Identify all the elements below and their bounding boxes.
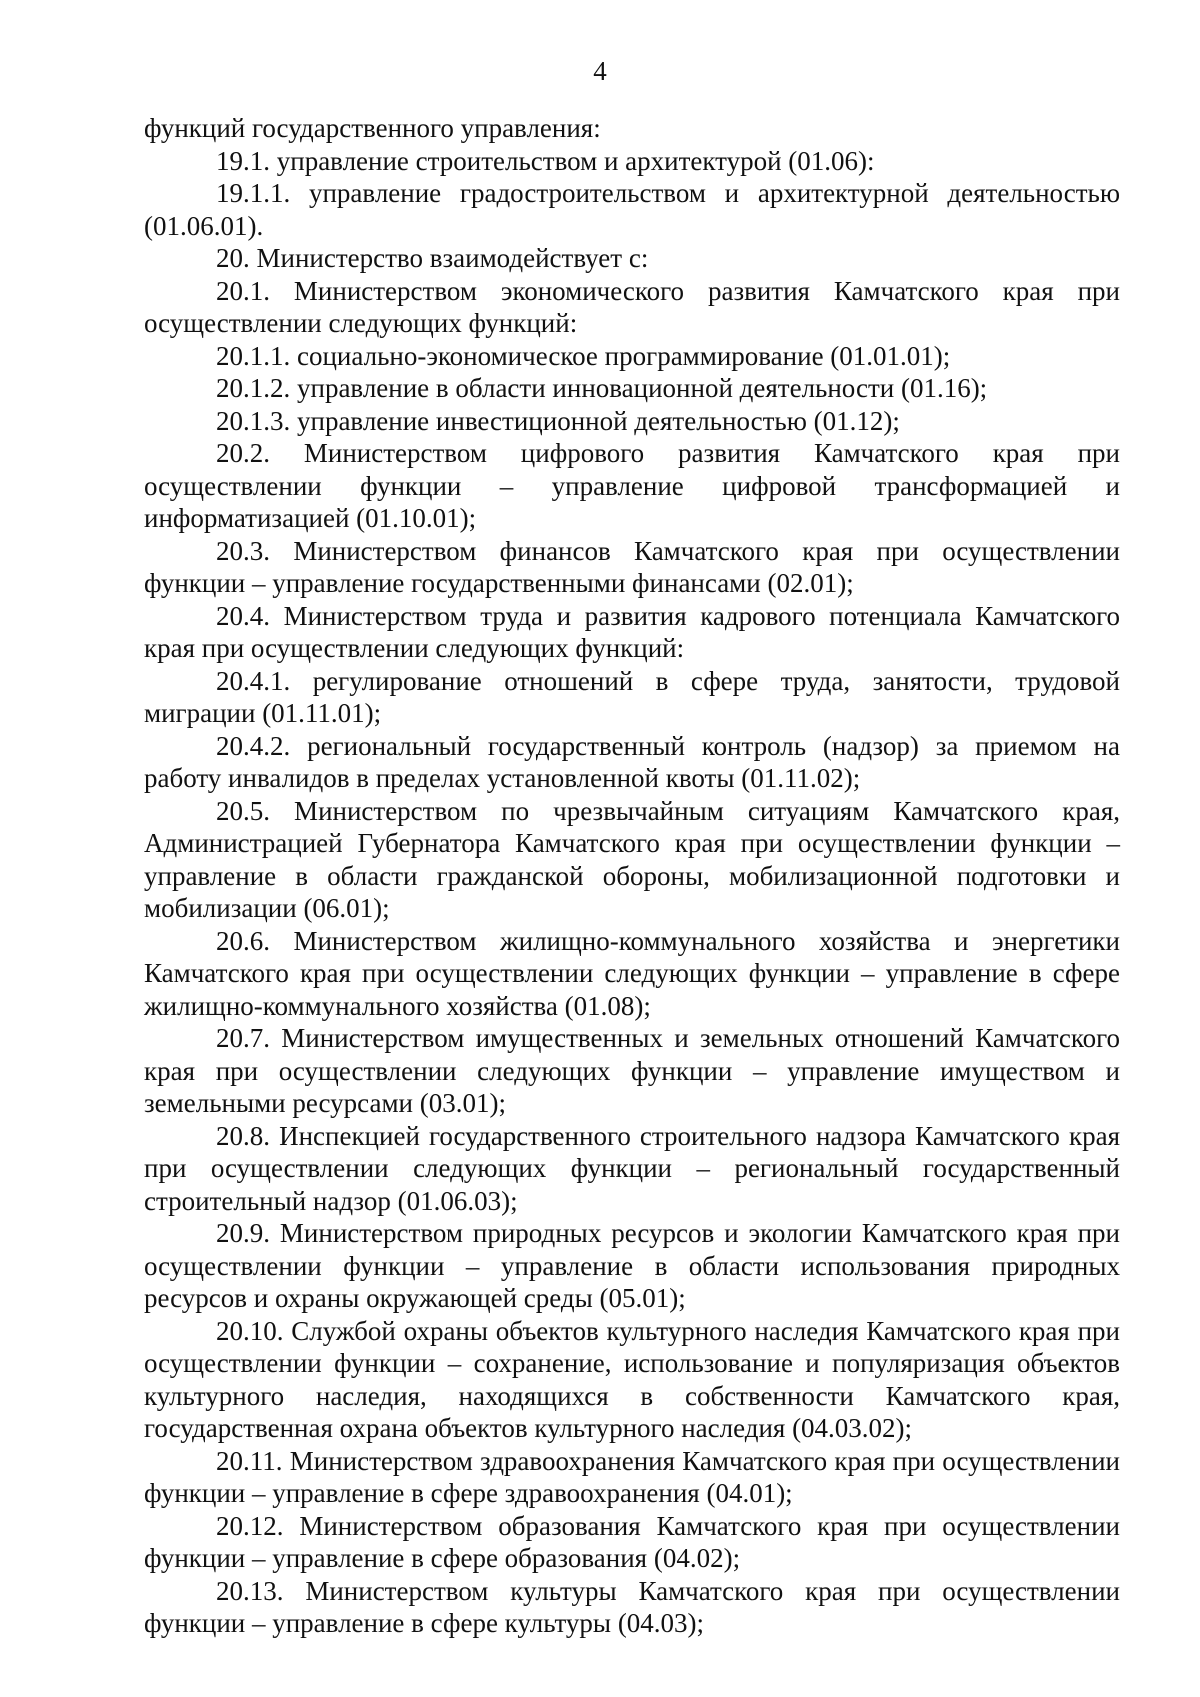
paragraph: 20.4.2. региональный государственный контроль (надзор) за приемом на работу инвалидов в пределах установленной квоты (01.11.02); xyxy=(144,730,1120,793)
paragraph: 20.1. Министерством экономического развития Камчатского края при осуществлении следующих функций: xyxy=(144,275,1120,338)
paragraph: 20.7. Министерством имущественных и земельных отношений Камчатского края при осуществлении следующих функции – управление имуществом и земельными ресурсами (03.01); xyxy=(144,1023,1120,1118)
paragraph: 20.11. Министерством здравоохранения Камчатского края при осуществлении функции – управление в сфере здравоохранения (04.01); xyxy=(144,1445,1120,1508)
paragraph: 20.4.1. регулирование отношений в сфере труда, занятости, трудовой миграции (01.11.01); xyxy=(144,665,1120,728)
paragraph: 20.2. Министерством цифрового развития Камчатского края при осуществлении функции – управление цифровой трансформацией и информатизацией (01.10.01); xyxy=(144,438,1120,533)
paragraph: функций государственного управления: xyxy=(144,113,601,143)
paragraph: 20.6. Министерством жилищно-коммунального хозяйства и энергетики Камчатского края при осуществлении следующих функции – управление в сфере жилищно-коммунального хозяйства (01.08); xyxy=(144,925,1120,1021)
paragraph: 20.12. Министерством образования Камчатского края при осуществлении функции – управление в сфере образования (04.02); xyxy=(144,1510,1120,1573)
paragraph: 20.1.2. управление в области инновационной деятельности (01.16); xyxy=(216,373,988,403)
paragraph: 20.9. Министерством природных ресурсов и экологии Камчатского края при осуществлении функции – управление в области использования природных ресурсов и охраны окружающей среды (05.01); xyxy=(144,1218,1120,1313)
paragraph: 20.10. Службой охраны объектов культурного наследия Камчатского края при осуществлении функции – сохранение, использование и популяризация объектов культурного наследия, находящихся в собственности Камчатского края, государственная охрана объектов культурного наследия (04.03.02); xyxy=(144,1315,1120,1443)
document-body xyxy=(144,112,1120,1640)
paragraph: 20.4. Министерством труда и развития кадрового потенциала Камчатского края при осуществлении следующих функций: xyxy=(144,600,1120,663)
paragraph: 19.1. управление строительством и архитектурой (01.06): xyxy=(216,145,875,176)
page-number: 4 xyxy=(593,56,607,86)
paragraph: 20.8. Инспекцией государственного строительного надзора Камчатского края при осуществлении следующих функции – региональный государственный строительный надзор (01.06.03); xyxy=(144,1120,1120,1216)
paragraph: 19.1.1. управление градостроительством и архитектурной деятельностью (01.06.01). xyxy=(144,178,1120,241)
paragraph: 20. Министерство взаимодействует с: xyxy=(216,243,649,273)
paragraph: 20.13. Министерством культуры Камчатского края при осуществлении функции – управление в сфере культуры (04.03); xyxy=(144,1575,1120,1638)
paragraph: 20.1.3. управление инвестиционной деятельностью (01.12); xyxy=(216,405,900,436)
paragraph: 20.5. Министерством по чрезвычайным ситуациям Камчатского края, Администрацией Губернатора Камчатского края при осуществлении функции – управление в области гражданской обороны, мобилизационной подготовки и мобилизации (06.01); xyxy=(144,795,1120,923)
paragraph: 20.1.1. социально-экономическое программирование (01.01.01); xyxy=(216,340,951,371)
paragraph: 20.3. Министерством финансов Камчатского края при осуществлении функции – управление государственными финансами (02.01); xyxy=(144,535,1120,598)
